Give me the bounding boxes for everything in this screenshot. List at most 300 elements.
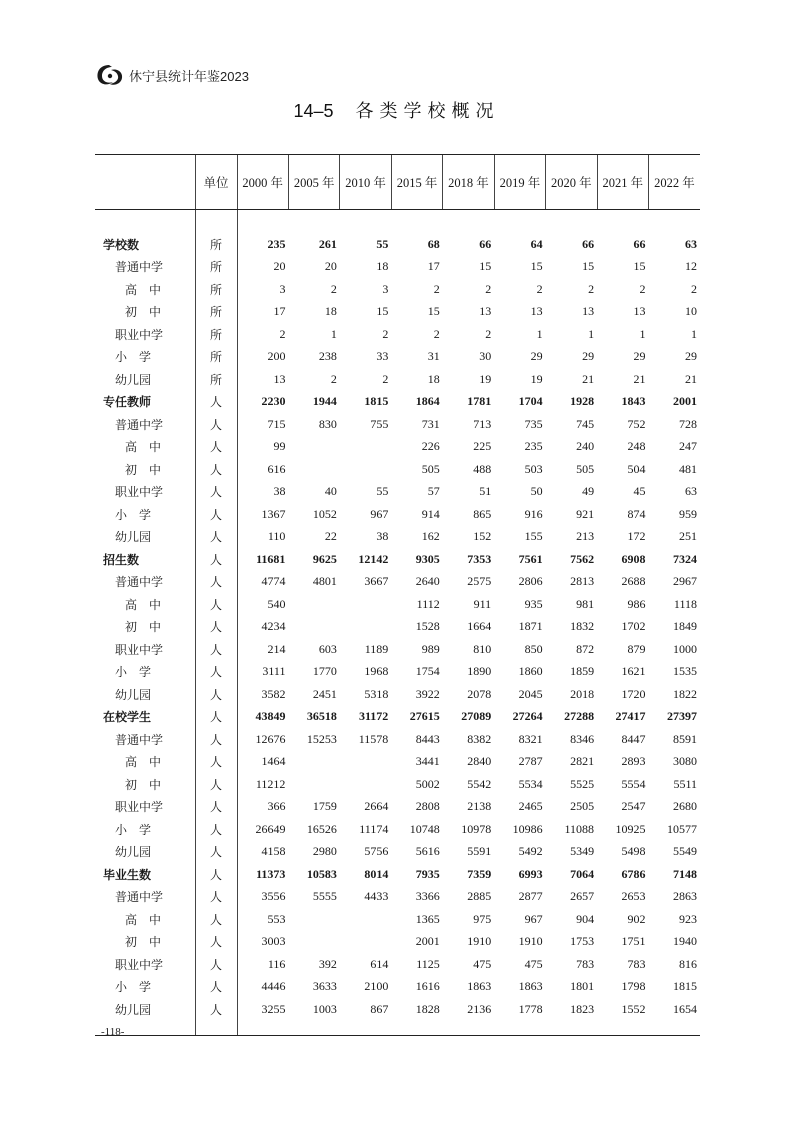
value-cell: 1616 — [415, 979, 440, 994]
row-label: 幼儿园 — [115, 372, 152, 387]
value-cell: 6908 — [621, 551, 646, 566]
value-cell: 6993 — [518, 866, 543, 881]
value-cell: 45 — [633, 484, 646, 499]
value-cell: 5498 — [621, 844, 646, 859]
value-cell — [288, 458, 339, 481]
value-cell: 2505 — [570, 799, 595, 814]
row-unit: 人 — [195, 998, 237, 1021]
value-cell: 2813 — [570, 574, 595, 589]
row-unit: 人 — [195, 413, 237, 436]
value-cell: 923 — [679, 911, 697, 926]
value-cell: 238 — [318, 349, 337, 364]
value-cell: 2821 — [570, 754, 595, 769]
value-cell: 505 — [576, 461, 595, 476]
value-cell: 2664 — [364, 799, 389, 814]
value-cell: 21 — [582, 371, 595, 386]
value-cell: 713 — [473, 416, 492, 431]
value-cell: 2877 — [518, 889, 543, 904]
value-cell: 10978 — [461, 821, 492, 836]
row-unit: 人 — [195, 548, 237, 571]
value-cell: 22 — [324, 529, 337, 544]
value-cell: 21 — [685, 371, 697, 386]
value-cell: 5554 — [621, 776, 646, 791]
row-unit: 所 — [195, 256, 237, 279]
row-unit: 人 — [195, 391, 237, 414]
value-cell: 879 — [627, 641, 646, 656]
value-cell: 247 — [679, 439, 697, 454]
value-cell: 783 — [576, 956, 595, 971]
table-row — [95, 931, 700, 954]
value-cell: 213 — [576, 529, 595, 544]
value-cell: 731 — [421, 416, 440, 431]
value-cell: 488 — [473, 461, 492, 476]
value-cell: 2 — [237, 323, 288, 346]
value-cell: 1003 — [312, 1001, 337, 1016]
value-cell: 5555 — [312, 889, 337, 904]
value-cell: 2 — [330, 371, 337, 386]
value-cell: 18 — [376, 259, 389, 274]
value-cell: 745 — [576, 416, 595, 431]
row-unit: 人 — [195, 593, 237, 616]
value-cell: 55 — [376, 484, 389, 499]
row-unit: 人 — [195, 683, 237, 706]
value-cell: 9305 — [415, 551, 440, 566]
row-label: 在校学生 — [103, 710, 152, 725]
value-cell: 13 — [237, 368, 288, 391]
row-label: 高 中 — [125, 440, 162, 455]
value-cell: 1118 — [673, 596, 697, 611]
value-cell: 504 — [627, 461, 646, 476]
value-cell: 7148 — [673, 866, 697, 881]
row-unit: 人 — [195, 571, 237, 594]
row-unit: 人 — [195, 638, 237, 661]
value-cell: 904 — [576, 911, 595, 926]
value-cell: 8447 — [621, 731, 646, 746]
value-cell: 902 — [627, 911, 646, 926]
value-cell: 2230 — [237, 391, 288, 414]
value-cell: 816 — [679, 956, 697, 971]
value-cell — [340, 436, 391, 459]
table-row — [95, 368, 700, 391]
value-cell: 8321 — [518, 731, 543, 746]
value-cell: 3 — [382, 281, 389, 296]
value-cell: 15 — [376, 304, 389, 319]
value-cell — [288, 773, 339, 796]
value-cell: 5318 — [364, 686, 389, 701]
value-cell: 13 — [479, 304, 492, 319]
value-cell: 2465 — [518, 799, 543, 814]
value-cell: 63 — [685, 236, 697, 251]
value-cell: 1754 — [415, 664, 440, 679]
value-cell: 1849 — [673, 619, 697, 634]
value-cell: 40 — [324, 484, 337, 499]
value-cell: 2787 — [518, 754, 543, 769]
value-cell: 715 — [237, 413, 288, 436]
value-cell: 1 — [691, 326, 697, 341]
table-row — [95, 841, 700, 864]
value-cell: 1753 — [570, 934, 595, 949]
value-cell: 240 — [576, 439, 595, 454]
header-unit-cell: 单位 — [195, 155, 237, 210]
row-label: 普通中学 — [115, 260, 164, 275]
row-unit: 人 — [195, 953, 237, 976]
value-cell: 1940 — [673, 934, 697, 949]
value-cell: 2980 — [312, 844, 337, 859]
value-cell: 2001 — [415, 934, 440, 949]
row-unit: 所 — [195, 233, 237, 256]
row-label: 高 中 — [125, 597, 162, 612]
table-row — [95, 278, 700, 301]
value-cell: 2 — [382, 326, 389, 341]
school-table-container — [95, 154, 700, 1036]
value-cell: 226 — [421, 439, 440, 454]
row-label: 幼儿园 — [115, 845, 152, 860]
yearbook-logo-icon — [95, 62, 125, 88]
value-cell — [340, 593, 391, 616]
row-label: 普通中学 — [115, 575, 164, 590]
value-cell: 7324 — [673, 551, 697, 566]
table-row — [95, 728, 700, 751]
value-cell: 15 — [427, 304, 440, 319]
value-cell: 3667 — [364, 574, 389, 589]
value-cell: 8443 — [415, 731, 440, 746]
value-cell: 235 — [524, 439, 543, 454]
value-cell: 68 — [427, 236, 440, 251]
value-cell: 1890 — [467, 664, 492, 679]
value-cell: 2806 — [518, 574, 543, 589]
value-cell: 29 — [530, 349, 543, 364]
value-cell: 3366 — [415, 889, 440, 904]
header-year-cell: 2019 年 — [494, 155, 545, 210]
value-cell: 1871 — [518, 619, 543, 634]
value-cell: 1 — [639, 326, 646, 341]
value-cell: 914 — [421, 506, 440, 521]
value-cell: 27615 — [409, 709, 440, 724]
value-cell: 4433 — [364, 889, 389, 904]
value-cell: 1859 — [570, 664, 595, 679]
value-cell: 366 — [237, 796, 288, 819]
row-label: 普通中学 — [115, 732, 164, 747]
value-cell: 27288 — [564, 709, 595, 724]
value-cell: 981 — [576, 596, 595, 611]
value-cell: 26649 — [237, 818, 288, 841]
value-cell: 248 — [627, 439, 646, 454]
row-label: 初 中 — [125, 935, 162, 950]
value-cell: 2 — [382, 371, 389, 386]
value-cell: 392 — [318, 956, 337, 971]
value-cell: 1365 — [415, 911, 440, 926]
row-unit: 人 — [195, 886, 237, 909]
table-row — [95, 998, 700, 1021]
value-cell: 1464 — [237, 751, 288, 774]
value-cell: 3 — [237, 278, 288, 301]
value-cell: 4774 — [237, 571, 288, 594]
table-row — [95, 413, 700, 436]
value-cell: 2 — [485, 326, 492, 341]
table-row — [95, 863, 700, 886]
value-cell: 1863 — [467, 979, 492, 994]
value-cell: 2 — [639, 281, 646, 296]
value-cell: 1702 — [621, 619, 646, 634]
value-cell: 10748 — [409, 821, 440, 836]
row-label: 小 学 — [115, 507, 152, 522]
value-cell: 1815 — [364, 394, 389, 409]
value-cell: 4158 — [237, 841, 288, 864]
table-row — [95, 976, 700, 999]
value-cell: 13 — [530, 304, 543, 319]
value-cell: 12 — [685, 259, 697, 274]
value-cell: 3003 — [237, 931, 288, 954]
table-row — [95, 301, 700, 324]
row-unit: 所 — [195, 346, 237, 369]
value-cell: 5349 — [570, 844, 595, 859]
value-cell: 66 — [633, 236, 646, 251]
value-cell: 11578 — [358, 731, 389, 746]
row-label: 高 中 — [125, 282, 162, 297]
value-cell: 63 — [685, 484, 697, 499]
value-cell: 30 — [479, 349, 492, 364]
value-cell: 2 — [536, 281, 543, 296]
value-cell: 3922 — [415, 686, 440, 701]
row-label: 小 学 — [115, 350, 152, 365]
row-label: 普通中学 — [115, 417, 164, 432]
value-cell — [288, 593, 339, 616]
value-cell: 2 — [330, 281, 337, 296]
table-body — [95, 210, 700, 1036]
value-cell: 13 — [633, 304, 646, 319]
value-cell: 20 — [237, 256, 288, 279]
value-cell: 4234 — [237, 616, 288, 639]
value-cell: 959 — [679, 506, 697, 521]
value-cell: 1823 — [570, 1001, 595, 1016]
value-cell: 2653 — [621, 889, 646, 904]
value-cell: 967 — [370, 506, 389, 521]
value-cell: 4801 — [312, 574, 337, 589]
value-cell: 3255 — [237, 998, 288, 1021]
value-cell: 155 — [524, 529, 543, 544]
value-cell: 5591 — [467, 844, 492, 859]
value-cell: 31172 — [358, 709, 389, 724]
value-cell: 11681 — [237, 548, 288, 571]
header-item-cell — [95, 155, 195, 210]
value-cell: 1770 — [312, 664, 337, 679]
value-cell: 5534 — [518, 776, 543, 791]
value-cell: 1843 — [621, 394, 646, 409]
row-unit: 人 — [195, 773, 237, 796]
value-cell: 5549 — [673, 844, 697, 859]
value-cell: 2547 — [621, 799, 646, 814]
table-row — [95, 953, 700, 976]
row-unit: 人 — [195, 458, 237, 481]
school-overview-table — [95, 154, 700, 1036]
value-cell — [288, 908, 339, 931]
value-cell — [288, 931, 339, 954]
value-cell: 10986 — [512, 821, 543, 836]
value-cell: 1863 — [518, 979, 543, 994]
value-cell: 5616 — [415, 844, 440, 859]
value-cell: 51 — [479, 484, 492, 499]
value-cell: 967 — [524, 911, 543, 926]
header-year-cell: 2015 年 — [391, 155, 442, 210]
value-cell: 2863 — [673, 889, 697, 904]
table-row — [95, 526, 700, 549]
value-cell: 603 — [318, 641, 337, 656]
row-unit: 人 — [195, 616, 237, 639]
value-cell: 505 — [421, 461, 440, 476]
value-cell: 475 — [473, 956, 492, 971]
value-cell: 261 — [318, 236, 337, 251]
value-cell: 614 — [370, 956, 389, 971]
value-cell: 27089 — [461, 709, 492, 724]
value-cell: 1864 — [415, 394, 440, 409]
value-cell: 29 — [633, 349, 646, 364]
table-row — [95, 323, 700, 346]
value-cell: 10583 — [306, 866, 337, 881]
row-label: 小 学 — [115, 822, 152, 837]
row-label: 初 中 — [125, 620, 162, 635]
value-cell: 251 — [679, 529, 697, 544]
value-cell: 1798 — [621, 979, 646, 994]
table-row — [95, 548, 700, 571]
row-unit: 人 — [195, 706, 237, 729]
value-cell: 1720 — [621, 686, 646, 701]
value-cell: 55 — [376, 236, 389, 251]
value-cell: 235 — [237, 233, 288, 256]
table-row — [95, 458, 700, 481]
row-unit: 人 — [195, 796, 237, 819]
table-row — [95, 638, 700, 661]
value-cell: 867 — [370, 1001, 389, 1016]
value-cell: 989 — [421, 641, 440, 656]
row-label: 高 中 — [125, 912, 162, 927]
value-cell: 3582 — [237, 683, 288, 706]
row-label: 学校数 — [103, 237, 140, 252]
value-cell: 503 — [524, 461, 543, 476]
value-cell: 1781 — [467, 394, 492, 409]
value-cell: 29 — [582, 349, 595, 364]
row-unit: 人 — [195, 436, 237, 459]
value-cell: 29 — [685, 349, 697, 364]
value-cell: 33 — [376, 349, 389, 364]
value-cell: 1704 — [518, 394, 543, 409]
value-cell: 3111 — [237, 661, 288, 684]
value-cell: 1000 — [673, 641, 697, 656]
row-unit: 所 — [195, 301, 237, 324]
value-cell: 15 — [479, 259, 492, 274]
table-header-row — [95, 155, 700, 210]
value-cell: 1968 — [364, 664, 389, 679]
row-label: 小 学 — [115, 980, 152, 995]
value-cell: 1125 — [416, 956, 440, 971]
value-cell: 17 — [427, 259, 440, 274]
row-label: 专任教师 — [103, 395, 152, 410]
value-cell: 16526 — [306, 821, 337, 836]
row-unit: 所 — [195, 368, 237, 391]
header-year-cell: 2021 年 — [597, 155, 648, 210]
table-row — [95, 256, 700, 279]
value-cell: 1860 — [518, 664, 543, 679]
row-unit: 人 — [195, 841, 237, 864]
value-cell — [288, 616, 339, 639]
value-cell: 1 — [588, 326, 595, 341]
table-number: 14–5 — [293, 101, 334, 121]
row-unit: 人 — [195, 976, 237, 999]
value-cell: 2680 — [673, 799, 697, 814]
table-row — [95, 773, 700, 796]
row-label: 高 中 — [125, 755, 162, 770]
value-cell: 2078 — [467, 686, 492, 701]
value-cell: 2967 — [673, 574, 697, 589]
page-title — [0, 97, 793, 123]
value-cell: 50 — [530, 484, 543, 499]
table-row — [95, 908, 700, 931]
value-cell: 12676 — [237, 728, 288, 751]
value-cell: 783 — [627, 956, 646, 971]
value-cell: 916 — [524, 506, 543, 521]
value-cell: 27264 — [512, 709, 543, 724]
value-cell: 2001 — [673, 394, 697, 409]
table-row — [95, 683, 700, 706]
value-cell: 1832 — [570, 619, 595, 634]
value-cell: 1 — [536, 326, 543, 341]
value-cell — [288, 751, 339, 774]
value-cell: 8346 — [570, 731, 595, 746]
value-cell: 2808 — [415, 799, 440, 814]
value-cell: 874 — [627, 506, 646, 521]
value-cell: 752 — [627, 416, 646, 431]
table-row — [95, 751, 700, 774]
value-cell: 1367 — [237, 503, 288, 526]
value-cell — [340, 931, 391, 954]
value-cell: 2 — [691, 281, 697, 296]
value-cell: 43849 — [237, 706, 288, 729]
value-cell: 11088 — [564, 821, 595, 836]
row-unit: 人 — [195, 818, 237, 841]
value-cell: 1910 — [467, 934, 492, 949]
value-cell: 214 — [237, 638, 288, 661]
value-cell: 735 — [524, 416, 543, 431]
value-cell: 1 — [330, 326, 337, 341]
value-cell: 2640 — [415, 574, 440, 589]
row-label: 幼儿园 — [115, 687, 152, 702]
value-cell — [340, 616, 391, 639]
row-unit: 人 — [195, 728, 237, 751]
table-row — [95, 233, 700, 256]
value-cell: 17 — [237, 301, 288, 324]
table-row — [95, 796, 700, 819]
value-cell: 1654 — [673, 1001, 697, 1016]
value-cell: 975 — [473, 911, 492, 926]
row-label: 初 中 — [125, 462, 162, 477]
value-cell: 19 — [479, 371, 492, 386]
value-cell: 1928 — [570, 394, 595, 409]
value-cell: 5525 — [570, 776, 595, 791]
row-label: 职业中学 — [115, 800, 164, 815]
value-cell: 225 — [473, 439, 492, 454]
value-cell: 99 — [237, 436, 288, 459]
value-cell: 10577 — [667, 821, 697, 836]
row-label: 小 学 — [115, 665, 152, 680]
value-cell: 2893 — [621, 754, 646, 769]
row-unit: 人 — [195, 503, 237, 526]
table-row — [95, 818, 700, 841]
value-cell: 1664 — [467, 619, 492, 634]
value-cell: 481 — [679, 461, 697, 476]
value-cell: 1189 — [364, 641, 389, 656]
table-row — [95, 481, 700, 504]
value-cell: 15 — [582, 259, 595, 274]
value-cell: 38 — [376, 529, 389, 544]
